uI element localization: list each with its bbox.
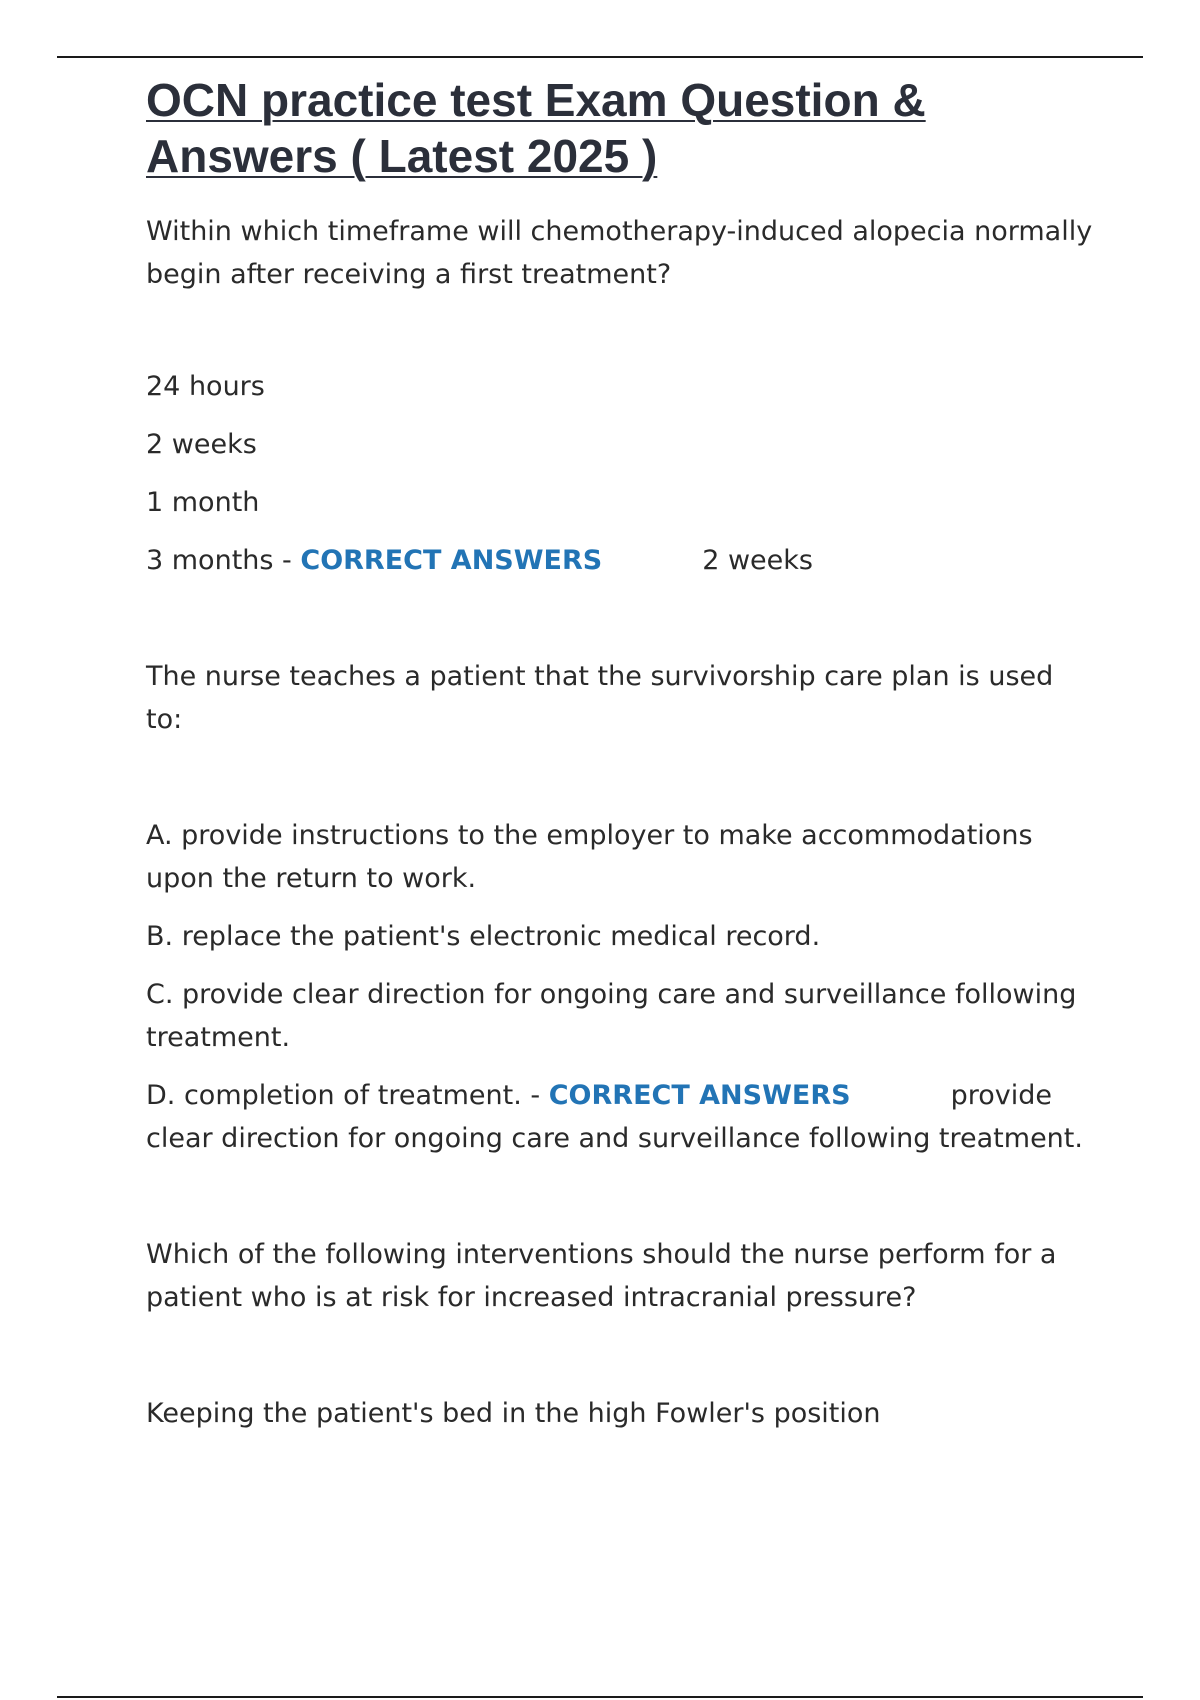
q3-option-1: Keeping the patient's bed in the high Fowler's position xyxy=(146,1398,881,1429)
q2-answer: provide clear direction for ongoing care and surveillance following treatment. xyxy=(146,1080,1083,1154)
question-1: Within which timeframe will chemotherapy-induced alopecia normally begin after receiving a first treatment? xyxy=(146,216,1093,290)
q1-option-4 xyxy=(146,539,1096,582)
document-title: OCN practice test Exam Question & Answers ( Latest 2025 ) xyxy=(146,74,926,182)
q1-option-4-text: 3 months - xyxy=(146,545,301,576)
document-body xyxy=(146,72,1096,1435)
top-rule xyxy=(57,56,1143,58)
question-2: The nurse teaches a patient that the survivorship care plan is used to: xyxy=(146,661,1054,735)
q1-option-2: 2 weeks xyxy=(146,429,257,460)
q2-option-a: A. provide instructions to the employer to make accommodations upon the return to work. xyxy=(146,820,1033,894)
q2-option-b: B. replace the patient's electronic medical record. xyxy=(146,921,821,952)
q1-option-1: 24 hours xyxy=(146,371,265,402)
question-3: Which of the following interventions should the nurse perform for a patient who is at risk for increased intracranial pressure? xyxy=(146,1239,1057,1313)
q1-answer: 2 weeks xyxy=(702,545,813,576)
q1-option-3: 1 month xyxy=(146,487,260,518)
q2-correct-label: CORRECT ANSWERS xyxy=(548,1080,851,1111)
q1-correct-label: CORRECT ANSWERS xyxy=(300,545,603,576)
q2-option-d xyxy=(146,1074,1096,1160)
q2-option-d-text: D. completion of treatment. - xyxy=(146,1080,549,1111)
bottom-rule xyxy=(57,1696,1143,1698)
q2-option-c: C. provide clear direction for ongoing care and surveillance following treatment. xyxy=(146,979,1077,1053)
